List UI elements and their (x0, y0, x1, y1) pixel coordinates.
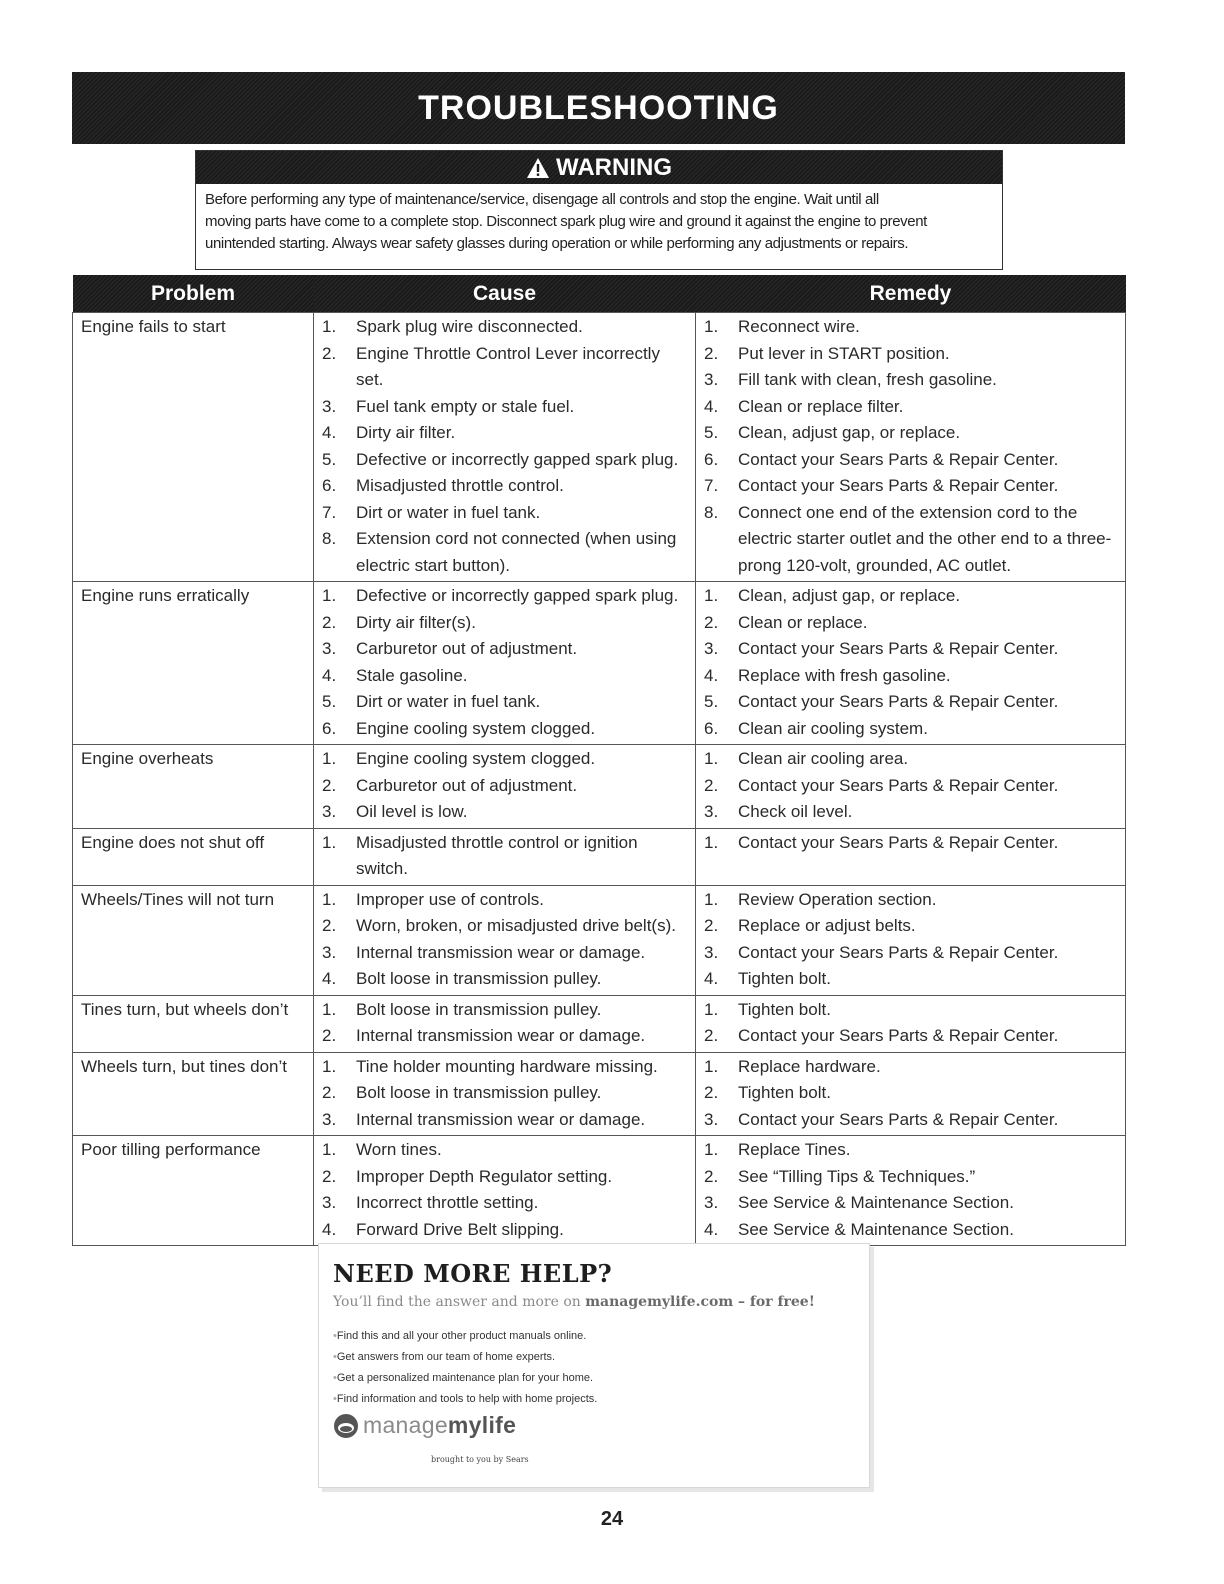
remedy-cell (696, 885, 1126, 995)
cause-cell (314, 1136, 696, 1246)
item-number: 2. (704, 916, 719, 935)
item-number: 6. (704, 449, 719, 469)
remedy-item (704, 1080, 1117, 1107)
problem-cell: Wheels turn, but tines don’t (73, 1052, 314, 1136)
cause-cell (314, 1052, 696, 1136)
item-text: Dirt or water in fuel tank. (356, 692, 541, 711)
item-text: Incorrect throttle setting. (356, 1193, 539, 1212)
remedy-item (704, 1137, 1117, 1164)
item-number: 1. (322, 832, 337, 852)
item-text: Fuel tank empty or stale fuel. (356, 396, 575, 416)
remedy-item (704, 1023, 1117, 1050)
cause-item (322, 1023, 687, 1050)
table-row (73, 1052, 1126, 1136)
problem-cell: Engine fails to start (73, 313, 314, 582)
item-text: Connect one end of the extension cord to the electric starter outlet and the other end to a three-prong 120-volt, grounded, AC outlet. (738, 502, 1112, 575)
item-number: 3. (704, 639, 719, 658)
remedy-item (704, 341, 1117, 368)
item-number: 1. (704, 1140, 719, 1159)
item-number: 1. (322, 317, 337, 336)
help-bullet-list (333, 1326, 597, 1410)
problem-cell: Engine overheats (73, 745, 314, 829)
item-number: 3. (322, 396, 337, 416)
item-number: 7. (322, 502, 337, 522)
item-text: Forward Drive Belt slipping. (356, 1219, 564, 1239)
item-text: Contact your Sears Parts & Repair Center. (738, 832, 1059, 852)
table-row (73, 745, 1126, 829)
remedy-item (704, 583, 1117, 610)
remedy-item (704, 689, 1117, 716)
help-bullet: • Get answers from our team of home experts. (333, 1347, 597, 1368)
item-text: Engine Throttle Control Lever incorrectly set. (356, 343, 660, 389)
item-number: 2. (322, 612, 337, 632)
remedy-cell (696, 1052, 1126, 1136)
header-remedy: Remedy (696, 275, 1126, 313)
cause-item (322, 394, 687, 421)
item-number: 2. (322, 916, 337, 935)
item-number: 1. (704, 889, 719, 909)
warning-line: moving parts have come to a complete stop. Disconnect spark plug wire and ground it against the engine to prevent (205, 213, 927, 230)
item-number: 1. (704, 1056, 719, 1076)
item-number: 2. (704, 612, 719, 632)
cause-cell (314, 313, 696, 582)
warning-header (196, 151, 1002, 184)
remedy-item (704, 367, 1117, 394)
help-bullet: • Get a personalized maintenance plan for your home. (333, 1368, 597, 1389)
item-number: 2. (322, 1026, 337, 1045)
item-text: Clean or replace filter. (738, 396, 904, 416)
item-text: Bolt loose in transmission pulley. (356, 1083, 602, 1102)
remedy-item (704, 314, 1117, 341)
warning-line: unintended starting. Always wear safety glasses during operation or while performing any adjustments or repairs. (205, 235, 909, 252)
item-text: Contact your Sears Parts & Repair Center. (738, 1109, 1059, 1129)
remedy-item (704, 887, 1117, 914)
remedy-item (704, 997, 1117, 1024)
item-number: 4. (322, 423, 337, 442)
cause-item (322, 997, 687, 1024)
item-text: Fill tank with clean, fresh gasoline. (738, 370, 997, 389)
remedy-cell (696, 995, 1126, 1052)
remedy-item (704, 447, 1117, 474)
help-bullet: • Find information and tools to help with home projects. (333, 1389, 597, 1410)
need-more-help-box (318, 1243, 870, 1488)
item-text: Contact your Sears Parts & Repair Center. (738, 639, 1059, 658)
cause-cell (314, 745, 696, 829)
item-number: 2. (322, 1166, 337, 1186)
item-number: 2. (322, 775, 337, 795)
cause-item (322, 1080, 687, 1107)
warning-line: Before performing any type of maintenance/service, disengage all controls and stop the engine. Wait until all (205, 191, 879, 208)
page-banner (72, 72, 1125, 144)
item-number: 4. (322, 969, 337, 988)
item-text: Carburetor out of adjustment. (356, 775, 578, 795)
item-number: 3. (704, 1193, 719, 1212)
item-number: 8. (704, 502, 719, 522)
cause-item (322, 799, 687, 826)
item-number: 6. (322, 718, 337, 738)
table-row (73, 1136, 1126, 1246)
item-text: Replace hardware. (738, 1056, 881, 1076)
item-number: 6. (322, 476, 337, 495)
item-number: 2. (322, 343, 337, 363)
page-title: TROUBLESHOOTING (418, 88, 779, 127)
cause-item (322, 526, 687, 579)
item-text: Misadjusted throttle control or ignition switch. (356, 832, 638, 878)
remedy-item (704, 500, 1117, 580)
item-number: 8. (322, 529, 337, 548)
cause-item (322, 1217, 687, 1244)
item-text: Reconnect wire. (738, 317, 860, 336)
logo-text-bold: mylife (447, 1412, 517, 1438)
warning-triangle-icon (526, 157, 550, 179)
item-text: See Service & Maintenance Section. (738, 1219, 1014, 1239)
remedy-item (704, 1190, 1117, 1217)
item-number: 4. (704, 1219, 719, 1239)
remedy-cell (696, 313, 1126, 582)
item-number: 4. (322, 665, 337, 685)
warning-heading: WARNING (556, 153, 672, 181)
cause-item (322, 966, 687, 993)
help-site-link[interactable]: managemylife.com – for free! (585, 1294, 815, 1310)
item-text: Extension cord not connected (when using electric start button). (356, 529, 677, 575)
item-text: Contact your Sears Parts & Repair Center. (738, 476, 1059, 495)
cause-item (322, 420, 687, 447)
item-text: Oil level is low. (356, 802, 468, 821)
item-number: 3. (322, 942, 337, 962)
remedy-item (704, 473, 1117, 500)
remedy-cell (696, 745, 1126, 829)
logo-text-light: manage (363, 1412, 448, 1438)
item-number: 3. (704, 1109, 719, 1129)
item-text: Clean air cooling system. (738, 718, 928, 738)
cause-item (322, 473, 687, 500)
item-number: 2. (704, 1026, 719, 1045)
item-text: Improper Depth Regulator setting. (356, 1166, 613, 1186)
remedy-item (704, 716, 1117, 743)
problem-cell: Poor tilling performance (73, 1136, 314, 1246)
item-text: Clean air cooling area. (738, 749, 909, 768)
item-number: 6. (704, 718, 719, 738)
remedy-item (704, 394, 1117, 421)
item-text: See Service & Maintenance Section. (738, 1193, 1014, 1212)
item-number: 2. (704, 1083, 719, 1102)
cause-cell (314, 995, 696, 1052)
item-number: 4. (704, 969, 719, 988)
item-number: 1. (322, 749, 337, 768)
item-text: Tighten bolt. (738, 999, 831, 1019)
header-cause: Cause (314, 275, 696, 313)
item-number: 3. (322, 1193, 337, 1212)
item-text: Check oil level. (738, 802, 853, 821)
item-text: Replace Tines. (738, 1140, 851, 1159)
help-bullet: • Find this and all your other product manuals online. (333, 1326, 597, 1347)
item-number: 1. (704, 749, 719, 768)
problem-cell: Tines turn, but wheels don’t (73, 995, 314, 1052)
remedy-cell (696, 582, 1126, 745)
item-number: 5. (322, 692, 337, 711)
cause-item (322, 1107, 687, 1134)
item-number: 3. (322, 802, 337, 821)
item-text: Clean, adjust gap, or replace. (738, 423, 961, 442)
remedy-item (704, 636, 1117, 663)
help-subtitle (333, 1294, 815, 1310)
item-text: Clean, adjust gap, or replace. (738, 586, 961, 605)
cause-item (322, 887, 687, 914)
item-text: Engine cooling system clogged. (356, 749, 596, 768)
table-row (73, 582, 1126, 745)
item-text: Contact your Sears Parts & Repair Center. (738, 775, 1059, 795)
cause-item (322, 716, 687, 743)
item-number: 1. (322, 889, 337, 909)
table-row (73, 828, 1126, 885)
item-text: Worn tines. (356, 1140, 442, 1159)
cause-item (322, 1137, 687, 1164)
cause-item (322, 583, 687, 610)
item-number: 1. (322, 1056, 337, 1076)
help-title: NEED MORE HELP? (333, 1259, 613, 1288)
item-number: 2. (322, 1083, 337, 1102)
remedy-item (704, 773, 1117, 800)
remedy-item (704, 1217, 1117, 1244)
cause-cell (314, 885, 696, 995)
item-text: Review Operation section. (738, 889, 937, 909)
item-text: Defective or incorrectly gapped spark plug. (356, 449, 679, 469)
managemylife-logo (333, 1412, 516, 1439)
cause-item (322, 746, 687, 773)
troubleshooting-table (72, 275, 1126, 1246)
cause-item (322, 830, 687, 883)
table-header-row (73, 275, 1126, 313)
item-text: Engine cooling system clogged. (356, 718, 596, 738)
item-number: 1. (704, 317, 719, 336)
remedy-item (704, 830, 1117, 857)
warning-text (196, 184, 1002, 255)
item-number: 4. (322, 1219, 337, 1239)
table-row (73, 995, 1126, 1052)
cause-item (322, 1190, 687, 1217)
remedy-item (704, 1107, 1117, 1134)
cause-item (322, 663, 687, 690)
item-text: Contact your Sears Parts & Repair Center. (738, 692, 1059, 711)
managemylife-wordmark (363, 1412, 516, 1439)
cause-item (322, 1164, 687, 1191)
remedy-item (704, 610, 1117, 637)
item-text: Improper use of controls. (356, 889, 545, 909)
cause-cell (314, 828, 696, 885)
cause-item (322, 1054, 687, 1081)
item-text: Bolt loose in transmission pulley. (356, 999, 602, 1019)
cause-item (322, 500, 687, 527)
cause-item (322, 314, 687, 341)
cause-item (322, 773, 687, 800)
item-number: 1. (704, 999, 719, 1019)
problem-cell: Wheels/Tines will not turn (73, 885, 314, 995)
cause-cell (314, 582, 696, 745)
item-text: Spark plug wire disconnected. (356, 317, 583, 336)
remedy-item (704, 746, 1117, 773)
cause-item (322, 610, 687, 637)
remedy-cell (696, 1136, 1126, 1246)
item-number: 1. (704, 586, 719, 605)
item-text: Tighten bolt. (738, 1083, 831, 1102)
item-number: 7. (704, 476, 719, 495)
item-text: Internal transmission wear or damage. (356, 1026, 646, 1045)
item-number: 5. (704, 692, 719, 711)
remedy-item (704, 913, 1117, 940)
item-number: 5. (704, 423, 719, 442)
item-text: See “Tilling Tips & Techniques.” (738, 1166, 976, 1186)
header-problem: Problem (73, 275, 314, 313)
remedy-item (704, 663, 1117, 690)
item-number: 2. (704, 775, 719, 795)
remedy-item (704, 1054, 1117, 1081)
remedy-cell (696, 828, 1126, 885)
item-text: Internal transmission wear or damage. (356, 942, 646, 962)
item-text: Contact your Sears Parts & Repair Center. (738, 942, 1059, 962)
item-number: 4. (704, 665, 719, 685)
item-text: Clean or replace. (738, 612, 868, 632)
item-text: Dirty air filter(s). (356, 612, 476, 632)
item-number: 2. (704, 343, 719, 363)
item-text: Bolt loose in transmission pulley. (356, 969, 602, 988)
item-number: 3. (322, 1109, 337, 1129)
table-row (73, 885, 1126, 995)
cause-item (322, 689, 687, 716)
cause-item (322, 940, 687, 967)
item-number: 4. (704, 396, 719, 416)
cause-item (322, 447, 687, 474)
remedy-item (704, 966, 1117, 993)
remedy-item (704, 799, 1117, 826)
remedy-item (704, 1164, 1117, 1191)
item-text: Dirty air filter. (356, 423, 456, 442)
item-text: Replace with fresh gasoline. (738, 665, 951, 685)
item-text: Tine holder mounting hardware missing. (356, 1056, 658, 1076)
item-number: 1. (322, 1140, 337, 1159)
item-text: Defective or incorrectly gapped spark plug. (356, 586, 679, 605)
item-text: Dirt or water in fuel tank. (356, 502, 541, 522)
cause-item (322, 913, 687, 940)
item-text: Carburetor out of adjustment. (356, 639, 578, 658)
item-text: Misadjusted throttle control. (356, 476, 564, 495)
remedy-item (704, 940, 1117, 967)
item-number: 1. (704, 832, 719, 852)
cause-item (322, 341, 687, 394)
remedy-item (704, 420, 1117, 447)
item-text: Tighten bolt. (738, 969, 831, 988)
page-number: 24 (600, 1508, 624, 1530)
help-subtitle-text: You’ll find the answer and more on (333, 1294, 586, 1310)
item-number: 1. (322, 586, 337, 605)
table-row (73, 313, 1126, 582)
problem-cell: Engine does not shut off (73, 828, 314, 885)
item-text: Worn, broken, or misadjusted drive belt(s). (356, 916, 676, 935)
item-number: 3. (704, 370, 719, 389)
item-number: 3. (322, 639, 337, 658)
managemylife-logo-icon (333, 1413, 359, 1439)
item-number: 5. (322, 449, 337, 469)
item-text: Replace or adjust belts. (738, 916, 916, 935)
item-number: 2. (704, 1166, 719, 1186)
brought-by-text: brought to you by Sears (431, 1455, 529, 1464)
cause-item (322, 636, 687, 663)
item-text: Contact your Sears Parts & Repair Center. (738, 449, 1059, 469)
item-text: Internal transmission wear or damage. (356, 1109, 646, 1129)
warning-box (195, 150, 1003, 270)
item-number: 3. (704, 942, 719, 962)
item-text: Put lever in START position. (738, 343, 950, 363)
item-text: Contact your Sears Parts & Repair Center. (738, 1026, 1059, 1045)
item-text: Stale gasoline. (356, 665, 468, 685)
item-number: 1. (322, 999, 337, 1019)
problem-cell: Engine runs erratically (73, 582, 314, 745)
item-number: 3. (704, 802, 719, 821)
